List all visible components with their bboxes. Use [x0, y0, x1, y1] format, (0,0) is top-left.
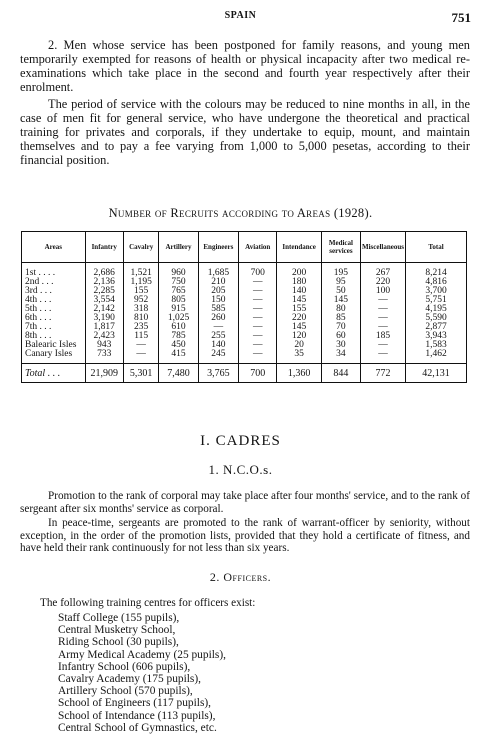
table-cell: 915	[159, 305, 198, 314]
row-label: 5th . . .	[22, 305, 86, 314]
row-label: Canary Isles	[22, 350, 86, 364]
table-cell: 318	[123, 305, 158, 314]
table-cell: 145	[321, 296, 360, 305]
training-centre-item: Army Medical Academy (25 pupils),	[58, 648, 226, 661]
table-cell: —	[239, 350, 277, 364]
table-cell: 267	[361, 263, 406, 279]
row-label: 8th . . .	[22, 332, 86, 341]
row-label: 2nd . . .	[22, 278, 86, 287]
paragraph-corporal-promotion: Promotion to the rank of corporal may take place after four months' service, and to the rank of sergeant after six months' service as corporal.	[20, 490, 470, 515]
table-cell: —	[123, 350, 158, 364]
table-cell: 100	[361, 287, 406, 296]
table-cell: —	[239, 287, 277, 296]
table-row	[22, 314, 467, 323]
table-cell: 5,590	[406, 314, 467, 323]
row-label: 7th . . .	[22, 323, 86, 332]
table-cell: 2,285	[85, 287, 123, 296]
column-header: Areas	[22, 232, 86, 263]
total-cell: 42,131	[406, 364, 467, 383]
table-cell: 733	[85, 350, 123, 364]
table-cell: 115	[123, 332, 158, 341]
table-cell: —	[361, 314, 406, 323]
table-total-row	[22, 364, 467, 383]
table-cell: 145	[277, 323, 321, 332]
table-cell: 150	[198, 296, 238, 305]
table-row	[22, 278, 467, 287]
table-cell: 34	[321, 350, 360, 364]
table-cell: 700	[239, 263, 277, 279]
column-header: Cavalry	[123, 232, 158, 263]
table-cell: —	[123, 341, 158, 350]
column-header: Medical services	[321, 232, 360, 263]
table-cell: —	[239, 332, 277, 341]
table-cell: 1,462	[406, 350, 467, 364]
table-cell: 145	[277, 296, 321, 305]
table-cell: —	[239, 323, 277, 332]
column-header: Total	[406, 232, 467, 263]
table-cell: 2,877	[406, 323, 467, 332]
table-row	[22, 323, 467, 332]
row-label: Balearic Isles	[22, 341, 86, 350]
table-cell: 80	[321, 305, 360, 314]
table-cell: 960	[159, 263, 198, 279]
column-header: Artillery	[159, 232, 198, 263]
table-cell: 140	[277, 287, 321, 296]
column-header: Intendance	[277, 232, 321, 263]
table-row	[22, 332, 467, 341]
row-label: 6th . . .	[22, 314, 86, 323]
table-row	[22, 305, 467, 314]
row-label: 3rd . . .	[22, 287, 86, 296]
table-cell: 1,521	[123, 263, 158, 279]
table-cell: 3,700	[406, 287, 467, 296]
running-head	[0, 10, 481, 26]
table-cell: 1,583	[406, 341, 467, 350]
table-cell: 943	[85, 341, 123, 350]
column-header: Infantry	[85, 232, 123, 263]
table-cell: 810	[123, 314, 158, 323]
table-cell: 3,943	[406, 332, 467, 341]
subsection-heading-ncos: 1. N.C.O.s.	[208, 462, 273, 477]
table-header-row	[22, 232, 467, 263]
paragraph-officers-intro: The following training centres for officers exist:	[40, 597, 256, 609]
table-title: Number of Recruits according to Areas (1928).	[108, 206, 373, 220]
table-cell: 585	[198, 305, 238, 314]
table-cell: 4,195	[406, 305, 467, 314]
training-centre-item: Artillery School (570 pupils),	[58, 685, 193, 698]
column-header: Aviation	[239, 232, 277, 263]
table-cell: —	[361, 350, 406, 364]
table-cell: 610	[159, 323, 198, 332]
table-cell: 70	[321, 323, 360, 332]
training-centre-item: School of Intendance (113 pupils),	[58, 709, 216, 722]
table-cell: —	[239, 341, 277, 350]
table-cell: —	[198, 323, 238, 332]
table-row	[22, 296, 467, 305]
table-cell: 95	[321, 278, 360, 287]
table-cell: 30	[321, 341, 360, 350]
table-cell: —	[361, 296, 406, 305]
training-centre-item: Central Musketry School,	[58, 624, 176, 637]
table-row	[22, 350, 467, 364]
table-cell: 8,214	[406, 263, 467, 279]
table-cell: 245	[198, 350, 238, 364]
table-cell: —	[361, 305, 406, 314]
table-cell: 805	[159, 296, 198, 305]
row-label: 1st . . . .	[22, 263, 86, 279]
total-cell: 844	[321, 364, 360, 383]
table-cell: 35	[277, 350, 321, 364]
page-number: 751	[451, 10, 471, 25]
table-cell: 765	[159, 287, 198, 296]
table-cell: 5,751	[406, 296, 467, 305]
total-cell: 700	[239, 364, 277, 383]
table-cell: —	[239, 296, 277, 305]
table-cell: 205	[198, 287, 238, 296]
table-cell: 3,190	[85, 314, 123, 323]
table-cell: 180	[277, 278, 321, 287]
table-cell: 120	[277, 332, 321, 341]
table-body	[22, 263, 467, 383]
table-cell: 255	[198, 332, 238, 341]
paragraph-exemptions: 2. Men whose service has been postponed for family reasons, and young men temporarily exempted for reasons of health or physical incapacity after two medical re-examinations which take place in the second and fourth year respectively after their enrolment.	[20, 38, 470, 94]
running-head-title: SPAIN	[224, 10, 257, 21]
training-centres-list	[58, 612, 226, 734]
table-cell: 260	[198, 314, 238, 323]
table-cell: —	[361, 323, 406, 332]
recruits-table	[21, 231, 467, 383]
column-header: Engineers	[198, 232, 238, 263]
total-cell: 1,360	[277, 364, 321, 383]
row-label: 4th . . .	[22, 296, 86, 305]
table-cell: 140	[198, 341, 238, 350]
table-cell: 185	[361, 332, 406, 341]
table-cell: 220	[277, 314, 321, 323]
table-cell: 1,195	[123, 278, 158, 287]
table-cell: 155	[123, 287, 158, 296]
table-cell: 50	[321, 287, 360, 296]
table-cell: —	[361, 341, 406, 350]
training-centre-item: Cavalry Academy (175 pupils),	[58, 673, 201, 686]
table-cell: 750	[159, 278, 198, 287]
table-cell: 220	[361, 278, 406, 287]
table-cell: 415	[159, 350, 198, 364]
table-cell: 2,142	[85, 305, 123, 314]
table-cell: 210	[198, 278, 238, 287]
total-cell: 7,480	[159, 364, 198, 383]
table-cell: 4,816	[406, 278, 467, 287]
column-header: Miscellaneous	[361, 232, 406, 263]
table-cell: 1,025	[159, 314, 198, 323]
table-cell: 450	[159, 341, 198, 350]
table-cell: 3,554	[85, 296, 123, 305]
training-centre-item: Staff College (155 pupils),	[58, 612, 180, 624]
paragraph-service-period: The period of service with the colours may be reduced to nine months in all, in the case of men fit for general service, who have undergone the theoretical and practical training for privates and corporals, if they undertake to equip, mount, and maintain themselves and to pay a fee varying from 1,000 to 5,000 pesetas, according to their financial position.	[20, 97, 470, 167]
total-cell: 772	[361, 364, 406, 383]
table-cell: 235	[123, 323, 158, 332]
training-centre-item: School of Engineers (117 pupils),	[58, 697, 212, 710]
total-label: Total . . .	[22, 364, 86, 383]
table-cell: 60	[321, 332, 360, 341]
total-cell: 3,765	[198, 364, 238, 383]
subsection-heading-officers: 2. Officers.	[209, 570, 272, 584]
table-cell: 2,423	[85, 332, 123, 341]
table-cell: 1,817	[85, 323, 123, 332]
table-cell: 952	[123, 296, 158, 305]
table-cell: 85	[321, 314, 360, 323]
table-row	[22, 287, 467, 296]
total-cell: 5,301	[123, 364, 158, 383]
table-cell: —	[239, 278, 277, 287]
total-cell: 21,909	[85, 364, 123, 383]
table-cell: 155	[277, 305, 321, 314]
training-centre-item: Infantry School (606 pupils),	[58, 660, 191, 673]
table-row	[22, 263, 467, 279]
table-cell: 2,136	[85, 278, 123, 287]
table-cell: 785	[159, 332, 198, 341]
training-centre-item: Riding School (30 pupils),	[58, 636, 179, 649]
table-cell: —	[239, 305, 277, 314]
section-heading-cadres: I. CADRES	[200, 433, 281, 449]
training-centre-item: Central School of Gymnastics, etc.	[58, 721, 217, 734]
table-cell: —	[239, 314, 277, 323]
table-cell: 200	[277, 263, 321, 279]
table-cell: 195	[321, 263, 360, 279]
table-cell: 2,686	[85, 263, 123, 279]
table-row	[22, 341, 467, 350]
paragraph-sergeant-promotion: In peace-time, sergeants are promoted to the rank of warrant-officer by seniority, without exception, in the order of the promotion lists, provided that they hold a certificate of fitness, and have held their rank continuously for not less than six years.	[20, 517, 470, 554]
table-cell: 20	[277, 341, 321, 350]
table-cell: 1,685	[198, 263, 238, 279]
